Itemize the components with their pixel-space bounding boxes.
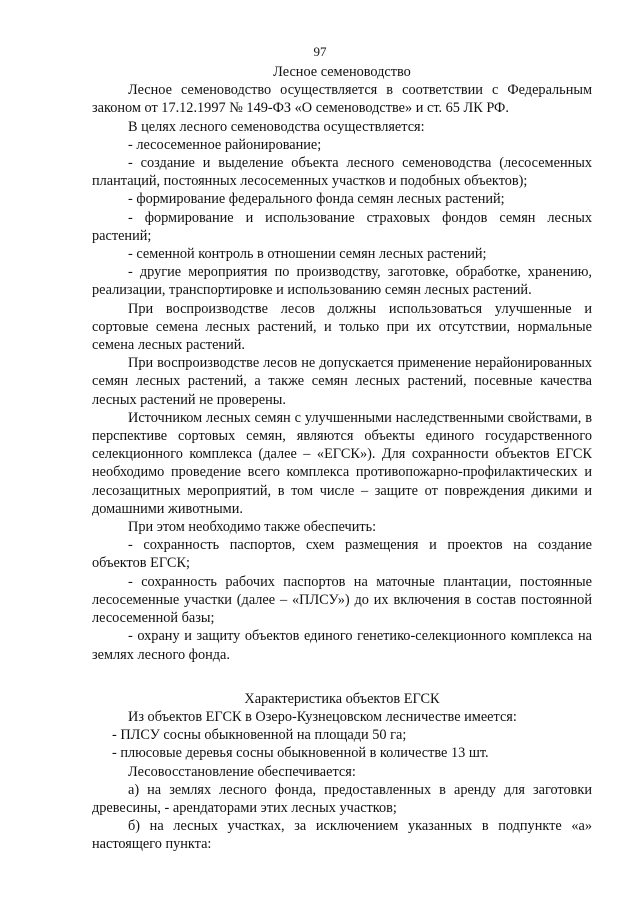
paragraph: б) на лесных участках, за исключением указанных в подпункте «а» настоящего пункта: [92,818,592,853]
paragraph: При воспроизводстве лесов не допускается применение нерайонированных семян лесных растений, а также семян лесных растений, посевные качества лесных растений не проверены. [92,355,592,408]
paragraph: При воспроизводстве лесов должны использоваться улучшенные и сортовые семена лесных растений, и только при их отсутствии, нормальные семена лесных растений. [92,300,592,354]
list-item: - формирование и использование страховых фондов семян лесных растений; [92,209,592,244]
section-spacer [92,664,592,682]
section-heading-seed-production: Лесное семеноводство [273,64,411,80]
list-item: - семенной контроль в отношении семян лесных растений; [128,246,487,263]
list-item: - сохранность рабочих паспортов на маточные плантации, постоянные лесосеменные участки (далее – «ПЛСУ») до их включения в состав постоянной лесосеменной базы; [92,573,592,627]
paragraph: Из объектов ЕГСК в Озеро-Кузнецовском лесничестве имеется: [128,708,517,725]
paragraph: В целях лесного семеноводства осуществляется: [128,118,425,135]
list-item: - сохранность паспортов, схем размещения и проектов на создание объектов ЕГСК; [92,537,592,572]
paragraph: При этом необходимо также обеспечить: [128,519,377,536]
paragraph: Лесное семеноводство осуществляется в соответствии с Федеральным законом от 17.12.1997 № 149-ФЗ «О семеноводстве» и ст. 65 ЛК РФ. [92,82,592,117]
list-item: - другие мероприятия по производству, заготовке, обработке, хранению, реализации, транспортировке и использованию семян лесных растений. [92,264,592,299]
paragraph: Источником лесных семян с улучшенными наследственными свойствами, в перспективе сортовых семян, являются объекты единого государственного селекционного комплекса (далее – «ЕГСК»). Для сохранности объектов ЕГСК необходимо проведение всего комплекса противопожарно-профилактических и лесозащитных мероприятий, в том числе – защите от повреждения дикими и домашними животными. [92,409,592,517]
section-heading-egsk-objects: Характеристика объектов ЕГСК [244,690,440,707]
list-item: - лесосеменное районирование; [128,136,322,153]
paragraph: Лесовосстановление обеспечивается: [128,763,356,780]
paragraph: а) на землях лесного фонда, предоставленных в аренду для заготовки древесины, - арендаторами этих лесных участков; [92,781,592,816]
list-item: - формирование федерального фонда семян лесных растений; [128,191,505,208]
list-item: - создание и выделение объекта лесного семеноводства (лесосеменных плантаций, постоянных лесосеменных участков и подобных объектов); [92,155,592,190]
list-item: - ПЛСУ сосны обыкновенной на площади 50 га; [112,727,407,744]
list-item: - плюсовые деревья сосны обыкновенной в количестве 13 шт. [112,745,489,762]
list-item: - охрану и защиту объектов единого генетико-селекционного комплекса на землях лесного фонда. [92,628,592,663]
document-body [92,63,592,854]
page-number: 97 [313,44,327,59]
